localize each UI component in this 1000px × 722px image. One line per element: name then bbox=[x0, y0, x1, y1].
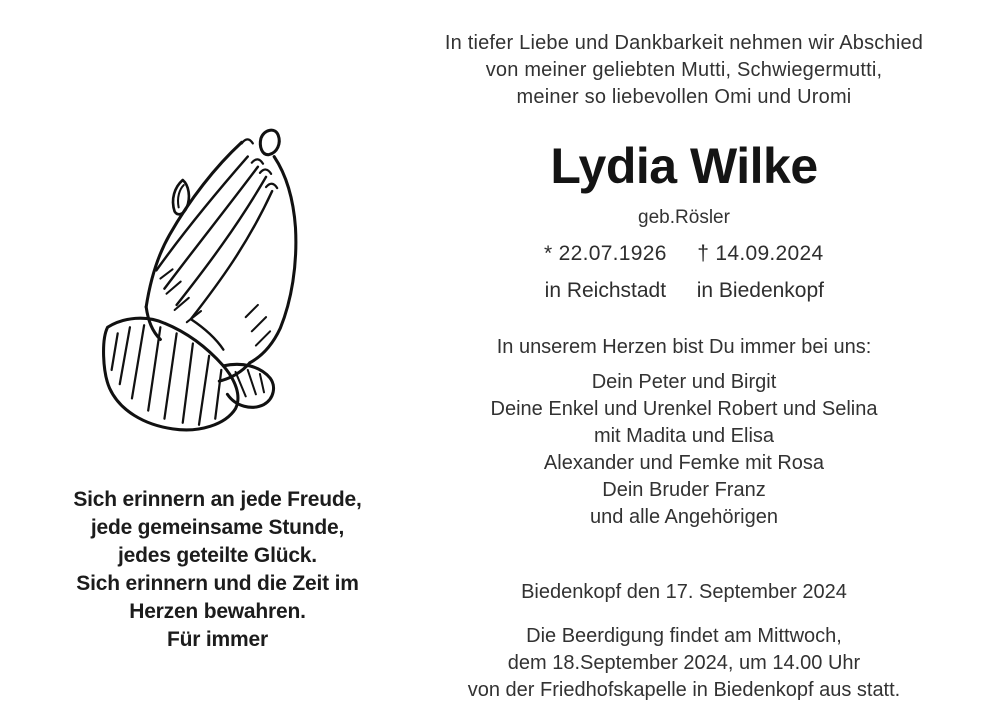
poem-line: jedes geteilte Glück. bbox=[118, 544, 317, 567]
death-info bbox=[697, 241, 824, 304]
intro-text bbox=[398, 30, 970, 111]
remembrance-line: In unserem Herzen bist Du immer bei uns: bbox=[496, 336, 872, 358]
intro-line: von meiner geliebten Mutti, Schwiegermutti, bbox=[485, 59, 883, 81]
poem-line: jede gemeinsame Stunde, bbox=[90, 516, 345, 539]
maiden-name: geb.Rösler bbox=[638, 207, 730, 228]
birth-place: in Reichstadt bbox=[544, 279, 667, 302]
mourner-line: Dein Bruder Franz bbox=[602, 479, 766, 501]
poem-line: Sich erinnern und die Zeit im bbox=[76, 572, 359, 595]
mourner-line: Deine Enkel und Urenkel Robert und Selina bbox=[490, 398, 878, 420]
mourner-line: und alle Angehörigen bbox=[590, 506, 778, 528]
praying-hands-illustration bbox=[93, 118, 307, 438]
mourner-line: Dein Peter und Birgit bbox=[591, 371, 777, 393]
poem-line: Sich erinnern an jede Freude, bbox=[73, 488, 362, 511]
praying-hands-icon bbox=[93, 118, 307, 438]
funeral-line: von der Friedhofskapelle in Biedenkopf aus statt. bbox=[467, 679, 901, 701]
life-dates bbox=[398, 241, 970, 304]
memorial-poem bbox=[40, 486, 395, 654]
poem-line: Herzen bewahren. bbox=[129, 600, 306, 623]
city-date-line: Biedenkopf den 17. September 2024 bbox=[521, 581, 847, 603]
poem-line: Für immer bbox=[167, 628, 268, 651]
funeral-line: dem 18.September 2024, um 14.00 Uhr bbox=[507, 652, 861, 674]
birth-info bbox=[544, 241, 667, 304]
death-place: in Biedenkopf bbox=[696, 279, 824, 302]
funeral-line: Die Beerdigung findet am Mittwoch, bbox=[526, 625, 842, 647]
birth-symbol: * bbox=[544, 242, 553, 265]
mourner-line: mit Madita und Elisa bbox=[593, 425, 775, 447]
birth-date-value: 22.07.1926 bbox=[558, 242, 667, 265]
mourner-line: Alexander und Femke mit Rosa bbox=[543, 452, 825, 474]
birth-date bbox=[544, 241, 667, 267]
death-symbol: † bbox=[697, 242, 710, 265]
death-date bbox=[697, 241, 824, 267]
funeral-info bbox=[398, 623, 970, 704]
intro-line: In tiefer Liebe und Dankbarkeit nehmen wir Abschied bbox=[444, 32, 924, 54]
intro-line: meiner so liebevollen Omi und Uromi bbox=[516, 86, 852, 108]
deceased-name: Lydia Wilke bbox=[550, 138, 818, 194]
mourners-list bbox=[398, 369, 970, 531]
death-date-value: 14.09.2024 bbox=[715, 242, 824, 265]
